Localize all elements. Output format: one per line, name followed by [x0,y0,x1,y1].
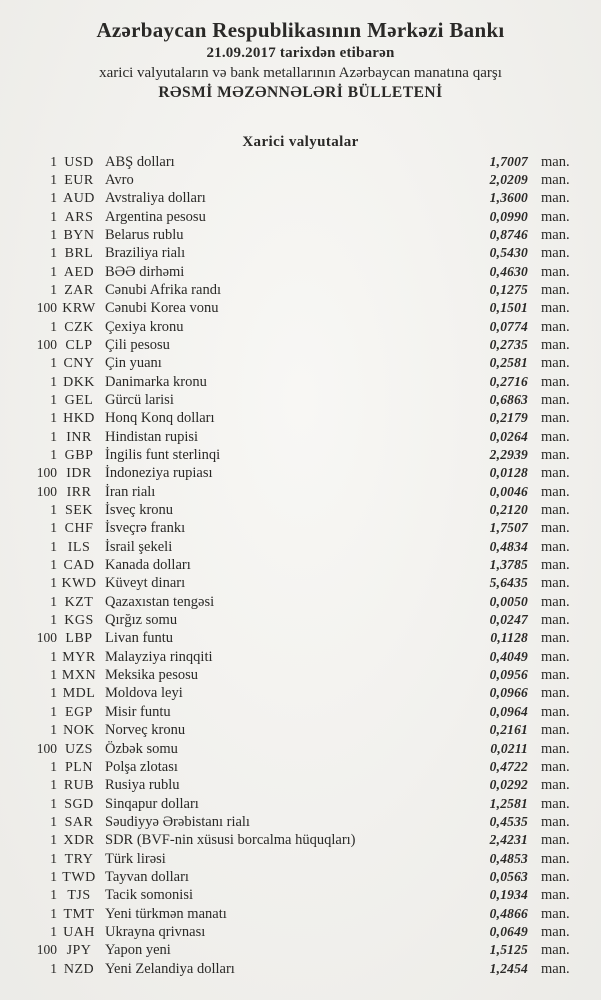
rate-value: 0,0264 [489,428,528,444]
quantity: 1 [50,868,57,884]
currency-name: ABŞ dolları [105,153,175,170]
currency-row [0,336,574,354]
currency-row [0,263,574,281]
currency-name: Cənubi Korea vonu [105,300,219,317]
currency-row [0,428,574,446]
currency-name: Sinqapur dolları [105,795,199,812]
currency-row [0,391,574,409]
unit-label: man. [541,887,570,904]
currency-row [0,373,574,391]
quantity: 100 [36,483,57,499]
currency-name: Yeni türkmən manatı [105,905,227,922]
currency-code: EGP [65,704,93,720]
currency-code: GEL [64,392,94,408]
currency-code: UAH [63,924,95,940]
currency-row [0,226,574,244]
quantity: 100 [36,942,57,958]
effective-date-line: 21.09.2017 tarixdən etibarən [206,45,395,61]
rate-value: 0,0956 [489,667,528,683]
rate-value: 2,4231 [489,832,528,848]
rate-value: 1,5125 [489,942,528,958]
currency-code: PLN [65,759,93,775]
currency-name: Livan funtu [105,630,174,647]
rate-value: 0,0050 [489,593,528,609]
currency-name: Belarus rublu [105,226,184,243]
currency-code: LBP [65,631,93,647]
rate-value: 0,0292 [489,777,528,793]
unit-label: man. [541,226,570,243]
unit-label: man. [541,685,570,702]
unit-label: man. [541,832,570,849]
rate-value: 1,3785 [489,557,528,573]
quantity: 1 [50,318,57,334]
quantity: 100 [36,630,57,646]
rate-value: 0,1275 [489,281,528,297]
unit-label: man. [541,465,570,482]
rate-value: 0,4049 [489,648,528,664]
currency-code: KZT [64,594,94,610]
currency-code: NOK [63,723,95,739]
unit-label: man. [541,447,570,463]
currency-code: NZD [63,961,95,977]
currency-row [0,556,574,574]
unit-label: man. [541,960,570,977]
currency-row [0,795,574,813]
currency-name: Avro [105,171,134,188]
currency-row [0,629,574,647]
unit-label: man. [541,171,570,188]
currency-code: KWD [61,576,97,592]
currency-row [0,574,574,592]
currency-name: Argentina pesosu [105,208,206,225]
currency-code: SAR [64,814,94,830]
quantity: 1 [50,905,57,921]
unit-label: man. [541,153,570,170]
currency-row [0,519,574,537]
currency-row [0,171,574,189]
quantity: 1 [50,722,57,738]
rate-value: 0,2120 [489,502,528,518]
currency-row [0,318,574,336]
currency-row [0,501,574,519]
currency-name: Cənubi Afrika randı [105,281,221,298]
unit-label: man. [541,868,570,885]
currency-code: MYR [62,649,96,665]
rate-value: 1,3600 [489,190,528,206]
currency-code: USD [64,154,94,170]
currency-row [0,189,574,207]
currency-row [0,776,574,794]
unit-label: man. [541,373,570,390]
currency-row [0,153,574,171]
quantity: 1 [50,355,57,371]
currency-name: Moldova leyi [105,685,183,702]
currency-row [0,758,574,776]
currency-code: ARS [64,209,94,225]
unit-label: man. [541,795,570,812]
unit-label: man. [541,923,570,940]
quantity: 1 [50,502,57,518]
currency-code: HKD [63,411,95,427]
rate-value: 0,0774 [489,318,528,334]
currency-name: Türk lirəsi [105,850,166,867]
currency-code: CNY [63,356,95,372]
currency-name: Danimarka kronu [105,373,207,390]
quantity: 1 [50,410,57,426]
quantity: 1 [50,263,57,279]
currency-row [0,446,574,464]
bulletin-header [0,0,601,103]
currency-name: Küveyt dinarı [105,575,186,592]
currency-row [0,703,574,721]
currency-name: Rusiya rublu [105,777,180,794]
rate-value: 0,8746 [489,226,528,242]
unit-label: man. [541,300,570,317]
unit-label: man. [541,722,570,739]
rate-value: 0,5430 [489,245,528,261]
currency-code: CHF [64,521,94,537]
quantity: 1 [50,171,57,187]
unit-label: man. [541,208,570,225]
currency-name: Polşa zlotası [105,758,178,775]
quantity: 1 [50,850,57,866]
quantity: 1 [50,226,57,242]
quantity: 1 [50,777,57,793]
currency-code: XDR [63,833,95,849]
currency-code: TWD [62,869,96,885]
rate-value: 0,4630 [489,263,528,279]
rate-value: 2,0209 [489,171,528,187]
currency-code: TJS [67,888,91,904]
currency-code: RUB [63,778,95,794]
rate-value: 0,2735 [489,336,528,352]
unit-label: man. [541,190,570,207]
currency-code: BYN [63,227,95,243]
currency-code: BRL [64,246,94,262]
rate-value: 0,0964 [489,703,528,719]
rate-value: 0,0563 [489,868,528,884]
currency-row [0,721,574,739]
unit-label: man. [541,502,570,519]
currency-code: INR [66,429,92,445]
currency-row [0,960,574,978]
currency-code: AUD [63,191,95,207]
currency-code: CLP [65,337,93,353]
currency-row [0,208,574,226]
currency-code: KGS [64,613,94,629]
rate-value: 0,0046 [489,483,528,499]
unit-label: man. [541,813,570,830]
quantity: 100 [36,465,57,481]
rate-value: 0,4866 [489,905,528,921]
currency-row [0,464,574,482]
rate-value: 0,1501 [489,300,528,316]
quantity: 1 [50,153,57,169]
quantity: 1 [50,667,57,683]
currency-code: GBP [64,448,94,463]
rate-value: 1,7007 [489,153,528,169]
currency-code: EUR [64,172,94,188]
unit-label: man. [541,850,570,867]
quantity: 1 [50,960,57,976]
rate-value: 0,4535 [489,813,528,829]
quantity: 100 [36,336,57,352]
quantity: 1 [50,281,57,297]
unit-label: man. [541,281,570,298]
quantity: 1 [50,447,57,462]
quantity: 100 [36,300,57,316]
quantity: 1 [50,685,57,701]
currency-code: SEK [65,503,93,519]
unit-label: man. [541,263,570,280]
unit-label: man. [541,575,570,592]
currency-name: Meksika pesosu [105,667,199,684]
currency-row [0,593,574,611]
rate-value: 0,0990 [489,208,528,224]
rates-table [0,153,601,978]
quantity: 1 [50,923,57,939]
unit-label: man. [541,428,570,445]
unit-label: man. [541,593,570,610]
currency-name: Braziliya rialı [105,245,186,262]
unit-label: man. [541,355,570,372]
quantity: 1 [50,832,57,848]
rate-value: 0,2581 [489,355,528,371]
unit-label: man. [541,318,570,335]
currency-row [0,244,574,262]
unit-label: man. [541,740,570,757]
currency-row [0,538,574,556]
rate-value: 0,2161 [489,722,528,738]
quantity: 100 [36,740,57,756]
quantity: 1 [50,575,57,591]
rate-value: 0,0966 [489,685,528,701]
quantity: 1 [50,795,57,811]
rate-value: 0,2716 [489,373,528,389]
currency-row [0,868,574,886]
bulletin-title: RƏSMİ MƏZƏNNƏLƏRİ BÜLLETENİ [158,84,443,101]
currency-row [0,813,574,831]
currency-name: Özbək somu [105,740,178,757]
quantity: 1 [50,208,57,224]
rate-value: 1,7507 [489,520,528,536]
currency-name: Yapon yeni [105,942,171,959]
rate-value: 0,1934 [489,887,528,903]
unit-label: man. [541,777,570,794]
currency-code: TRY [64,851,94,867]
quantity: 1 [50,612,57,628]
unit-label: man. [541,336,570,353]
rate-value: 5,6435 [489,575,528,591]
currency-row [0,905,574,923]
currency-name: Malayziya rinqqiti [105,648,213,665]
rate-value: 0,4722 [489,758,528,774]
unit-label: man. [541,758,570,775]
currency-code: MDL [62,686,96,702]
currency-name: Honq Konq dolları [105,410,215,427]
currency-code: DKK [63,374,95,390]
currency-row [0,941,574,959]
quantity: 1 [50,758,57,774]
quantity: 1 [50,593,57,609]
quantity: 1 [50,557,57,573]
quantity: 1 [50,703,57,719]
currency-name: Misir funtu [105,703,171,720]
currency-name: Çin yuanı [105,355,162,372]
quantity: 1 [50,391,57,407]
currency-code: AED [63,264,95,280]
unit-label: man. [541,905,570,922]
currency-row [0,648,574,666]
currency-name: Avstraliya dolları [105,190,206,207]
currency-row [0,611,574,629]
currency-row [0,299,574,317]
currency-row [0,740,574,758]
currency-name: SDR (BVF-nin xüsusi borcalma hüquqları) [105,832,356,849]
currency-name: Norveç kronu [105,722,186,739]
unit-label: man. [541,245,570,262]
currency-code: ZAR [64,282,94,298]
currency-name: İsveç kronu [105,502,174,519]
currency-name: Kanada dolları [105,557,191,574]
currency-row [0,886,574,904]
currency-code: IRR [66,484,92,500]
rate-value: 0,0247 [489,612,528,628]
unit-label: man. [541,667,570,684]
currency-code: CZK [64,319,94,335]
currency-row [0,409,574,427]
rate-value: 0,4834 [489,538,528,554]
currency-name: Hindistan rupisi [105,428,199,445]
currency-name: Gürcü larisi [105,391,174,408]
currency-name: Qazaxıstan tengəsi [105,593,215,610]
currency-name: Çili pesosu [105,336,170,353]
section-title-foreign-currencies: Xarici valyutalar [242,133,359,150]
currency-row [0,354,574,372]
currency-row [0,831,574,849]
quantity: 1 [50,538,57,554]
quantity: 1 [50,373,57,389]
currency-name: Yeni Zelandiya dolları [105,960,235,977]
currency-code: CAD [63,558,95,574]
unit-label: man. [541,630,570,647]
currency-name: İsrail şekeli [105,538,173,555]
currency-name: Səudiyyə Ərəbistanı rialı [105,813,250,830]
bank-name-title: Azərbaycan Respublikasının Mərkəzi Bankı [96,18,505,42]
currency-name: Tacik somonisi [105,887,193,904]
currency-name: Tayvan dolları [105,868,189,885]
quantity: 1 [50,813,57,829]
unit-label: man. [541,612,570,629]
rate-value: 0,4853 [489,850,528,866]
rate-value: 0,0128 [489,465,528,481]
currency-code: MXN [61,668,97,684]
bulletin-subtitle: xarici valyutaların və bank metallarının Azərbaycan manatına qarşı [99,64,502,81]
quantity: 1 [50,245,57,261]
currency-code: TMT [63,906,95,922]
currency-name: İsveçrə frankı [105,520,186,537]
currency-name: Ukrayna qrivnası [105,923,206,940]
unit-label: man. [541,648,570,665]
quantity: 1 [50,648,57,664]
unit-label: man. [541,538,570,555]
currency-row [0,666,574,684]
currency-row [0,684,574,702]
currency-name: İran rialı [105,483,156,500]
unit-label: man. [541,520,570,537]
currency-code: ILS [67,539,91,555]
rate-value: 2,2939 [489,447,528,462]
currency-code: JPY [66,943,92,959]
rate-value: 0,2179 [489,410,528,426]
quantity: 1 [50,520,57,536]
unit-label: man. [541,483,570,500]
currency-name: İngilis funt sterlinqi [105,447,221,463]
quantity: 1 [50,887,57,903]
unit-label: man. [541,391,570,408]
currency-name: İndoneziya rupiası [105,465,213,482]
unit-label: man. [541,942,570,959]
rate-value: 0,1128 [490,630,528,646]
unit-label: man. [541,557,570,574]
rate-value: 1,2581 [489,795,528,811]
currency-code: UZS [65,741,93,757]
currency-row [0,923,574,941]
rate-value: 0,6863 [489,391,528,407]
quantity: 1 [50,190,57,206]
rate-value: 0,0211 [490,740,528,756]
quantity: 1 [50,428,57,444]
currency-row [0,281,574,299]
currency-name: Qırğız somu [105,612,178,629]
currency-name: Çexiya kronu [105,318,184,335]
rate-value: 0,0649 [489,923,528,939]
currency-name: BƏƏ dirhəmi [105,263,185,280]
currency-code: IDR [66,466,92,482]
rate-value: 1,2454 [489,960,528,976]
currency-code: SGD [64,796,94,812]
unit-label: man. [541,703,570,720]
currency-row [0,483,574,501]
currency-code: KRW [62,301,96,317]
unit-label: man. [541,410,570,427]
currency-row [0,850,574,868]
